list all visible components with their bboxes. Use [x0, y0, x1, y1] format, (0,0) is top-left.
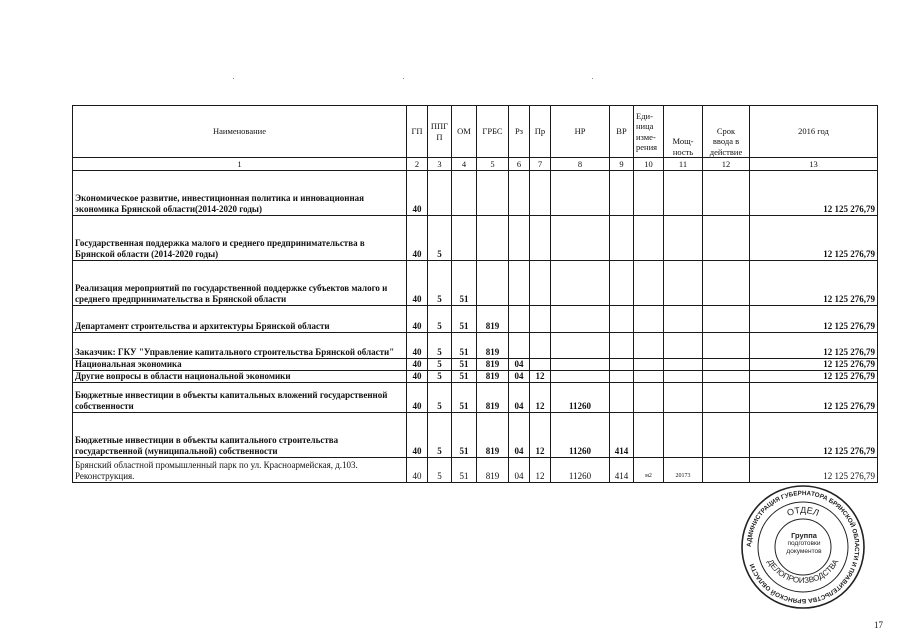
column-number-row: [73, 158, 878, 171]
cell-amount: 12 125 276,79: [750, 171, 878, 216]
cell-name: Департамент строительства и архитектуры Брянской области: [73, 306, 407, 333]
cell-term: [703, 413, 750, 458]
cell-gp: 40: [407, 333, 428, 359]
cell-nr: [551, 171, 610, 216]
cell-gp: 40: [407, 458, 428, 483]
header-vr: ВР: [610, 106, 634, 158]
cell-unit: [634, 171, 664, 216]
cell-vr: 414: [610, 458, 634, 483]
cell-ppgp: 5: [428, 371, 452, 383]
cell-grbs: 819: [477, 383, 509, 413]
colnum-1: 1: [73, 158, 407, 171]
cell-power: [664, 333, 703, 359]
cell-om: [452, 171, 477, 216]
cell-ppgp: 5: [428, 216, 452, 261]
cell-grbs: 819: [477, 359, 509, 371]
header-term: Срок ввода в действие: [703, 106, 750, 158]
cell-grbs: [477, 171, 509, 216]
cell-vr: [610, 171, 634, 216]
cell-grbs: 819: [477, 413, 509, 458]
cell-rz: 04: [509, 458, 530, 483]
budget-table: [72, 105, 878, 483]
cell-power: 20173: [664, 458, 703, 483]
cell-vr: [610, 371, 634, 383]
cell-gp: 40: [407, 216, 428, 261]
cell-amount: 12 125 276,79: [750, 261, 878, 306]
cell-term: [703, 261, 750, 306]
cell-ppgp: 5: [428, 306, 452, 333]
cell-rz: [509, 333, 530, 359]
cell-om: 51: [452, 359, 477, 371]
cell-name: Брянский областной промышленный парк по ул. Красноармейская, д.103. Реконструкция.: [73, 458, 407, 483]
cell-name: Реализация мероприятий по государственной поддержке субъектов малого и среднего предпринимательства в Брянской области: [73, 261, 407, 306]
stamp-dept-top: ОТДЕЛ: [785, 504, 821, 519]
header-ppgp: ППГ П: [428, 106, 452, 158]
cell-unit: [634, 359, 664, 371]
cell-power: [664, 261, 703, 306]
colnum-6: 6: [509, 158, 530, 171]
header-pr: Пр: [530, 106, 551, 158]
cell-unit: [634, 413, 664, 458]
header-name: Наименование: [73, 106, 407, 158]
cell-vr: 414: [610, 413, 634, 458]
cell-rz: [509, 306, 530, 333]
stamp-center-text: [772, 532, 836, 556]
cell-om: 51: [452, 306, 477, 333]
cell-pr: [530, 359, 551, 371]
cell-power: [664, 171, 703, 216]
cell-term: [703, 458, 750, 483]
cell-vr: [610, 306, 634, 333]
cell-rz: [509, 216, 530, 261]
cell-name: Национальная экономика: [73, 359, 407, 371]
cell-amount: 12 125 276,79: [750, 359, 878, 371]
cell-name: Бюджетные инвестиции в объекты капитальных вложений государственной собственности: [73, 383, 407, 413]
stamp-ring-text: АДМИНИСТРАЦИЯ ГУБЕРНАТОРА БРЯНСКОЙ ОБЛАСТИ И ПРАВИТЕЛЬСТВА БРЯНСКОЙ ОБЛАСТИ: [745, 489, 861, 605]
header-om: ОМ: [452, 106, 477, 158]
cell-unit: [634, 383, 664, 413]
cell-pr: [530, 333, 551, 359]
cell-unit: [634, 371, 664, 383]
cell-power: [664, 371, 703, 383]
cell-nr: [551, 306, 610, 333]
table-row: [73, 458, 878, 483]
colnum-4: 4: [452, 158, 477, 171]
cell-rz: 04: [509, 383, 530, 413]
cell-nr: 11260: [551, 383, 610, 413]
table-row: [73, 306, 878, 333]
cell-term: [703, 371, 750, 383]
cell-nr: [551, 333, 610, 359]
cell-pr: 12: [530, 383, 551, 413]
cell-term: [703, 171, 750, 216]
cell-pr: [530, 216, 551, 261]
cell-term: [703, 306, 750, 333]
cell-vr: [610, 216, 634, 261]
cell-amount: 12 125 276,79: [750, 458, 878, 483]
cell-grbs: [477, 261, 509, 306]
cell-ppgp: 5: [428, 458, 452, 483]
cell-pr: 12: [530, 371, 551, 383]
cell-gp: 40: [407, 413, 428, 458]
cell-name: Экономическое развитие, инвестиционная политика и инновационная экономика Брянской области(2014-2020 годы): [73, 171, 407, 216]
header-rz: Рз: [509, 106, 530, 158]
table-row: [73, 261, 878, 306]
table-row: [73, 371, 878, 383]
cell-vr: [610, 333, 634, 359]
header-unit: Еди- ница изме- рения: [634, 106, 664, 158]
cell-grbs: 819: [477, 333, 509, 359]
page-number: 17: [874, 620, 883, 630]
table-row: [73, 216, 878, 261]
cell-rz: [509, 171, 530, 216]
cell-pr: [530, 306, 551, 333]
colnum-11: 11: [664, 158, 703, 171]
cell-amount: 12 125 276,79: [750, 413, 878, 458]
stamp-group-line2: подготовки: [787, 540, 821, 547]
cell-ppgp: [428, 171, 452, 216]
cell-grbs: [477, 216, 509, 261]
colnum-7: 7: [530, 158, 551, 171]
header-grbs: ГРБС: [477, 106, 509, 158]
cell-name: Заказчик: ГКУ "Управление капитального строительства Брянской области": [73, 333, 407, 359]
table-row: [73, 383, 878, 413]
cell-om: 51: [452, 261, 477, 306]
cell-gp: 40: [407, 383, 428, 413]
table-row: [73, 359, 878, 371]
stamp-group-label: Группа: [791, 531, 817, 540]
cell-grbs: 819: [477, 458, 509, 483]
cell-term: [703, 216, 750, 261]
cell-power: [664, 383, 703, 413]
cell-name: Государственная поддержка малого и среднего предпринимательства в Брянской области (2014-2020 годы): [73, 216, 407, 261]
cell-rz: 04: [509, 359, 530, 371]
cell-power: [664, 413, 703, 458]
colnum-8: 8: [551, 158, 610, 171]
table-row: [73, 413, 878, 458]
cell-vr: [610, 359, 634, 371]
colnum-3: 3: [428, 158, 452, 171]
cell-rz: [509, 261, 530, 306]
stamp-group-line3: документов: [786, 548, 822, 555]
cell-nr: [551, 216, 610, 261]
cell-pr: [530, 171, 551, 216]
scan-speck-2: [403, 78, 404, 79]
colnum-2: 2: [407, 158, 428, 171]
cell-gp: 40: [407, 359, 428, 371]
colnum-10: 10: [634, 158, 664, 171]
cell-gp: 40: [407, 171, 428, 216]
cell-amount: 12 125 276,79: [750, 216, 878, 261]
cell-nr: 11260: [551, 458, 610, 483]
cell-ppgp: 5: [428, 383, 452, 413]
cell-om: 51: [452, 413, 477, 458]
cell-om: [452, 216, 477, 261]
cell-term: [703, 333, 750, 359]
cell-amount: 12 125 276,79: [750, 333, 878, 359]
cell-nr: [551, 359, 610, 371]
cell-pr: 12: [530, 458, 551, 483]
cell-unit: м2: [634, 458, 664, 483]
colnum-5: 5: [477, 158, 509, 171]
cell-pr: 12: [530, 413, 551, 458]
cell-power: [664, 216, 703, 261]
cell-nr: [551, 371, 610, 383]
cell-amount: 12 125 276,79: [750, 383, 878, 413]
stamp-dept-bottom: ДЕЛОПРОИЗВОДСТВА: [765, 557, 841, 586]
table-row: [73, 333, 878, 359]
cell-ppgp: 5: [428, 261, 452, 306]
cell-gp: 40: [407, 306, 428, 333]
cell-ppgp: 5: [428, 333, 452, 359]
cell-vr: [610, 261, 634, 306]
scan-speck-1: [233, 78, 234, 79]
cell-power: [664, 306, 703, 333]
header-power: Мощ- ность: [664, 106, 703, 158]
cell-gp: 40: [407, 261, 428, 306]
colnum-13: 13: [750, 158, 878, 171]
cell-grbs: 819: [477, 371, 509, 383]
cell-om: 51: [452, 383, 477, 413]
cell-amount: 12 125 276,79: [750, 306, 878, 333]
cell-unit: [634, 216, 664, 261]
cell-rz: 04: [509, 371, 530, 383]
header-year: 2016 год: [750, 106, 878, 158]
cell-pr: [530, 261, 551, 306]
cell-ppgp: 5: [428, 359, 452, 371]
header-gp: ГП: [407, 106, 428, 158]
cell-unit: [634, 261, 664, 306]
cell-nr: 11260: [551, 413, 610, 458]
cell-unit: [634, 333, 664, 359]
cell-power: [664, 359, 703, 371]
cell-grbs: 819: [477, 306, 509, 333]
colnum-12: 12: [703, 158, 750, 171]
cell-name: Бюджетные инвестиции в объекты капитального строительства государственной (муниципальной) собственности: [73, 413, 407, 458]
colnum-9: 9: [610, 158, 634, 171]
cell-nr: [551, 261, 610, 306]
scan-speck-3: [592, 78, 593, 79]
cell-gp: 40: [407, 371, 428, 383]
cell-rz: 04: [509, 413, 530, 458]
cell-vr: [610, 383, 634, 413]
table-row: [73, 171, 878, 216]
cell-term: [703, 359, 750, 371]
cell-unit: [634, 306, 664, 333]
cell-name: Другие вопросы в области национальной экономики: [73, 371, 407, 383]
cell-ppgp: 5: [428, 413, 452, 458]
cell-amount: 12 125 276,79: [750, 371, 878, 383]
cell-om: 51: [452, 458, 477, 483]
cell-om: 51: [452, 371, 477, 383]
table-header-row: [73, 106, 878, 158]
cell-term: [703, 383, 750, 413]
header-nr: НР: [551, 106, 610, 158]
cell-om: 51: [452, 333, 477, 359]
